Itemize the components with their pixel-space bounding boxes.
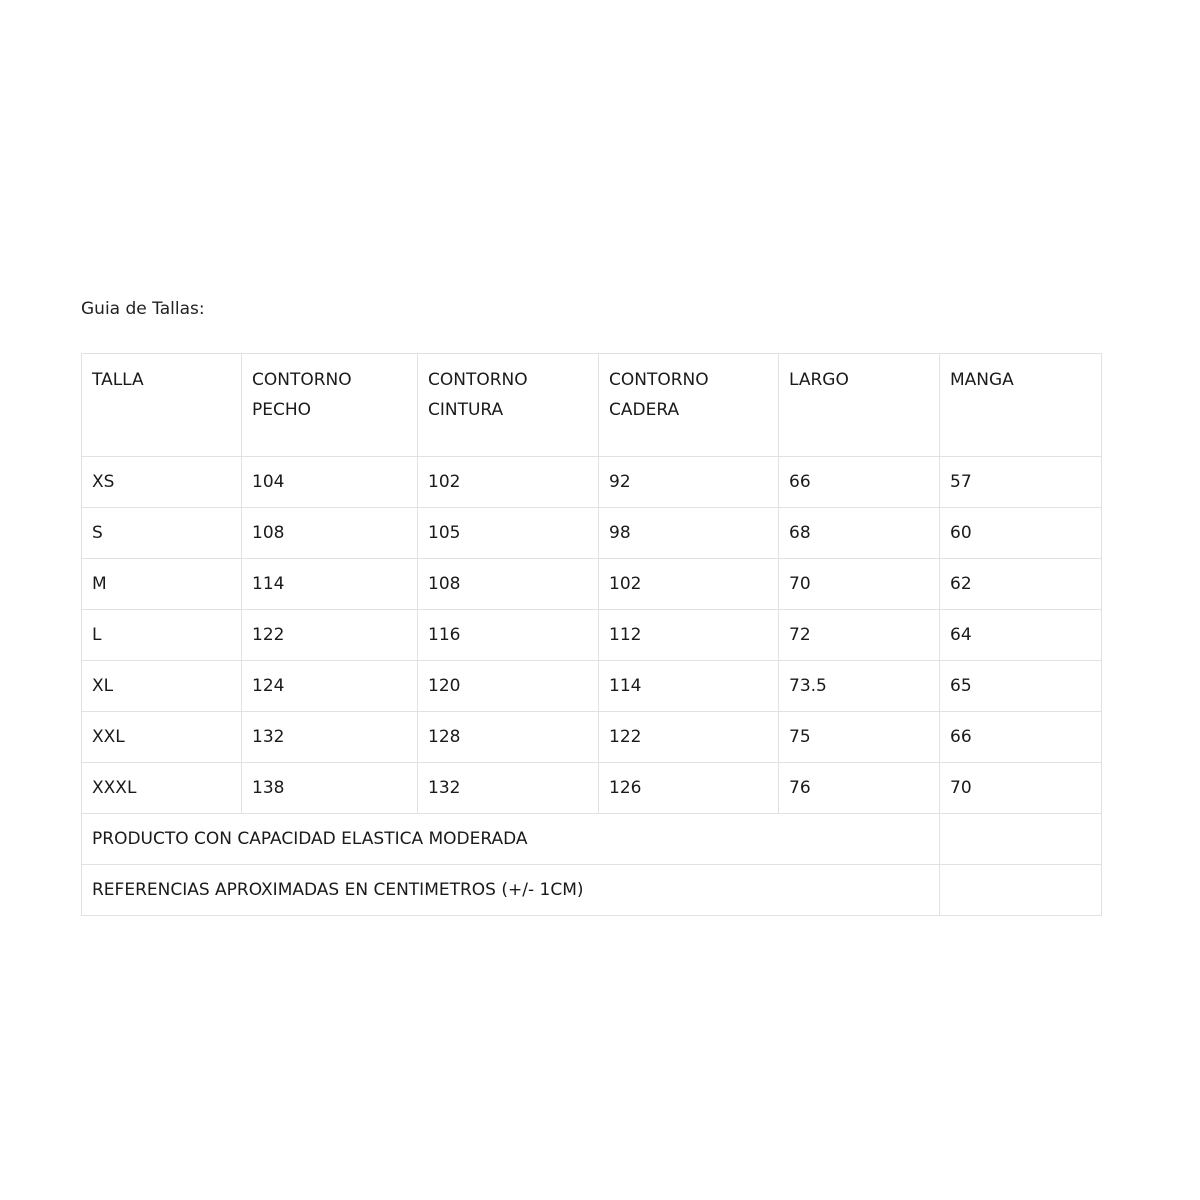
table-row — [82, 559, 1102, 610]
cell-cintura: 120 — [418, 661, 599, 712]
cell-talla: M — [82, 559, 242, 610]
cell-talla: XL — [82, 661, 242, 712]
size-guide-table — [81, 353, 1102, 916]
cell-largo: 76 — [779, 763, 940, 814]
header-text: MANGA — [950, 370, 1014, 390]
cell-pecho: 108 — [242, 508, 418, 559]
cell-cadera: 122 — [599, 712, 779, 763]
table-row — [82, 763, 1102, 814]
cell-cadera: 114 — [599, 661, 779, 712]
cell-cintura: 108 — [418, 559, 599, 610]
cell-pecho: 132 — [242, 712, 418, 763]
header-text: CADERA — [609, 400, 680, 420]
cell-manga: 60 — [940, 508, 1102, 559]
header-text: CINTURA — [428, 400, 504, 420]
cell-manga: 62 — [940, 559, 1102, 610]
cell-largo: 70 — [779, 559, 940, 610]
header-cell-manga — [940, 354, 1102, 457]
header-text: CONTORNO — [252, 370, 352, 390]
table-row — [82, 610, 1102, 661]
table-row — [82, 508, 1102, 559]
note-elasticity: PRODUCTO CON CAPACIDAD ELASTICA MODERADA — [82, 814, 940, 865]
cell-cintura: 102 — [418, 457, 599, 508]
cell-manga: 64 — [940, 610, 1102, 661]
cell-talla: XXL — [82, 712, 242, 763]
header-text: LARGO — [789, 370, 849, 390]
cell-talla: L — [82, 610, 242, 661]
table-note-row — [82, 814, 1102, 865]
cell-talla: XS — [82, 457, 242, 508]
cell-pecho: 138 — [242, 763, 418, 814]
cell-cadera: 92 — [599, 457, 779, 508]
cell-manga: 57 — [940, 457, 1102, 508]
cell-largo: 72 — [779, 610, 940, 661]
cell-manga: 70 — [940, 763, 1102, 814]
cell-cadera: 112 — [599, 610, 779, 661]
header-cell-contorno-cadera — [599, 354, 779, 457]
header-text: CONTORNO — [428, 370, 528, 390]
header-text: PECHO — [252, 400, 312, 420]
table-row — [82, 661, 1102, 712]
cell-manga: 65 — [940, 661, 1102, 712]
cell-cintura: 128 — [418, 712, 599, 763]
header-cell-contorno-cintura — [418, 354, 599, 457]
table-row — [82, 712, 1102, 763]
cell-largo: 66 — [779, 457, 940, 508]
table-note-row — [82, 865, 1102, 916]
cell-cintura: 116 — [418, 610, 599, 661]
note-empty-cell — [940, 814, 1102, 865]
cell-largo: 68 — [779, 508, 940, 559]
header-cell-contorno-pecho — [242, 354, 418, 457]
note-empty-cell — [940, 865, 1102, 916]
cell-manga: 66 — [940, 712, 1102, 763]
note-measurements: REFERENCIAS APROXIMADAS EN CENTIMETROS (+/- 1CM) — [82, 865, 940, 916]
cell-cadera: 126 — [599, 763, 779, 814]
page-title: Guia de Tallas: — [81, 299, 205, 319]
cell-cadera: 98 — [599, 508, 779, 559]
cell-pecho: 104 — [242, 457, 418, 508]
cell-pecho: 124 — [242, 661, 418, 712]
header-cell-largo — [779, 354, 940, 457]
cell-talla: XXXL — [82, 763, 242, 814]
header-text: CONTORNO — [609, 370, 709, 390]
header-text: TALLA — [92, 370, 144, 390]
cell-cintura: 105 — [418, 508, 599, 559]
table-row — [82, 457, 1102, 508]
cell-largo: 75 — [779, 712, 940, 763]
header-cell-talla — [82, 354, 242, 457]
table-header-row — [82, 354, 1102, 457]
cell-cadera: 102 — [599, 559, 779, 610]
cell-cintura: 132 — [418, 763, 599, 814]
cell-largo: 73.5 — [779, 661, 940, 712]
cell-pecho: 114 — [242, 559, 418, 610]
cell-talla: S — [82, 508, 242, 559]
cell-pecho: 122 — [242, 610, 418, 661]
